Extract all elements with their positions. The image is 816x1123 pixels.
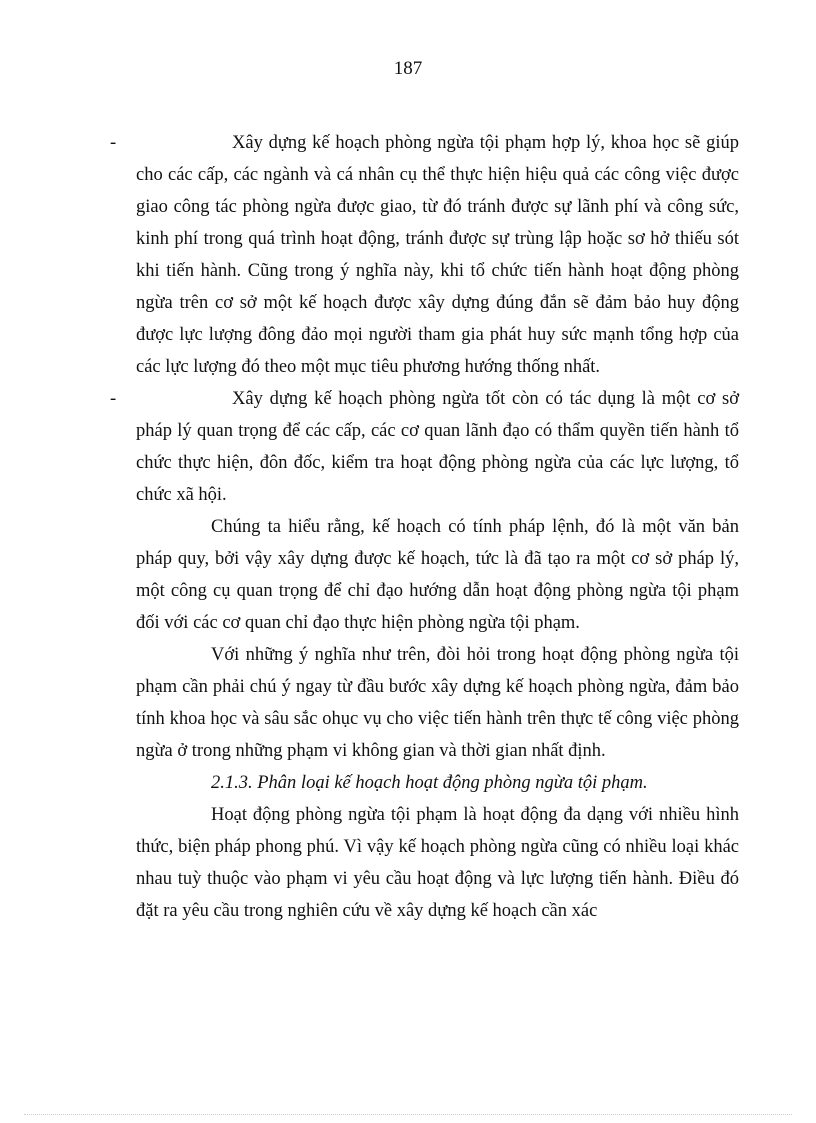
body-paragraph-3: Hoạt động phòng ngừa tội phạm là hoạt động đa dạng với nhiều hình thức, biện pháp phong phú. Vì vậy kế hoạch phòng ngừa cũng có nhiều loại khác nhau tuỳ thuộc vào phạm vi yêu cầu hoạt động và lực lượng tiến hành. Điều đó đặt ra yêu cầu trong nghiên cứu về xây dựng kế hoạch cần xác bbox=[136, 805, 739, 921]
section-heading: 2.1.3. Phân loại kế hoạch hoạt động phòng ngừa tội phạm. bbox=[211, 773, 648, 793]
paragraph-text: Xây dựng kế hoạch phòng ngừa tội phạm hợp lý, khoa học sẽ giúp cho các cấp, các ngành và cá nhân cụ thể thực hiện hiệu quả các công việc được giao công tác phòng ngừa được giao, từ đó tránh được sự lãnh phí và công sức, kinh phí trong quá trình hoạt động, tránh được sự trùng lập hoặc sơ hở thiếu sót khi tiến hành. Cũng trong ý nghĩa này, khi tổ chức tiến hành hoạt động phòng ngừa trên cơ sở một kế hoạch được xây dựng đúng đắn sẽ đảm bảo huy động được lực lượng đông đảo mọi người tham gia phát huy sức mạnh tổng hợp của các lực lượng đó theo một mục tiêu phương hướng thống nhất. bbox=[136, 133, 739, 377]
bullet-marker: - bbox=[110, 389, 117, 409]
document-body bbox=[110, 127, 739, 927]
paragraph-text: Xây dựng kế hoạch phòng ngừa tốt còn có tác dụng là một cơ sở pháp lý quan trọng để các cấp, các cơ quan lãnh đạo có thẩm quyền tiến hành tổ chức thực hiện, đôn đốc, kiểm tra hoạt động phòng ngừa của các lực lượng, tổ chức xã hội. bbox=[136, 389, 739, 505]
body-paragraph-1: Chúng ta hiểu rằng, kế hoạch có tính pháp lệnh, đó là một văn bản pháp quy, bởi vậy xây dựng được kế hoạch, tức là đã tạo ra một cơ sở pháp lý, một công cụ quan trọng để chỉ đạo hướng dẫn hoạt động phòng ngừa tội phạm đối với các cơ quan chỉ đạo thực hiện phòng ngừa tội phạm. bbox=[136, 517, 739, 633]
bullet-paragraph-2 bbox=[110, 383, 739, 511]
bullet-marker: - bbox=[110, 133, 117, 153]
body-paragraph-2: Với những ý nghĩa như trên, đòi hỏi trong hoạt động phòng ngừa tội phạm cần phải chú ý ngay từ đầu bước xây dựng kế hoạch phòng ngừa, đảm bảo tính khoa học và sâu sắc ohục vụ cho việc tiến hành trên thực tế công việc phòng ngừa ở trong những phạm vi không gian và thời gian nhất định. bbox=[136, 645, 739, 761]
page-number: 187 bbox=[393, 58, 423, 79]
bullet-paragraph-1 bbox=[110, 127, 739, 383]
page-bottom-rule bbox=[24, 1114, 792, 1115]
